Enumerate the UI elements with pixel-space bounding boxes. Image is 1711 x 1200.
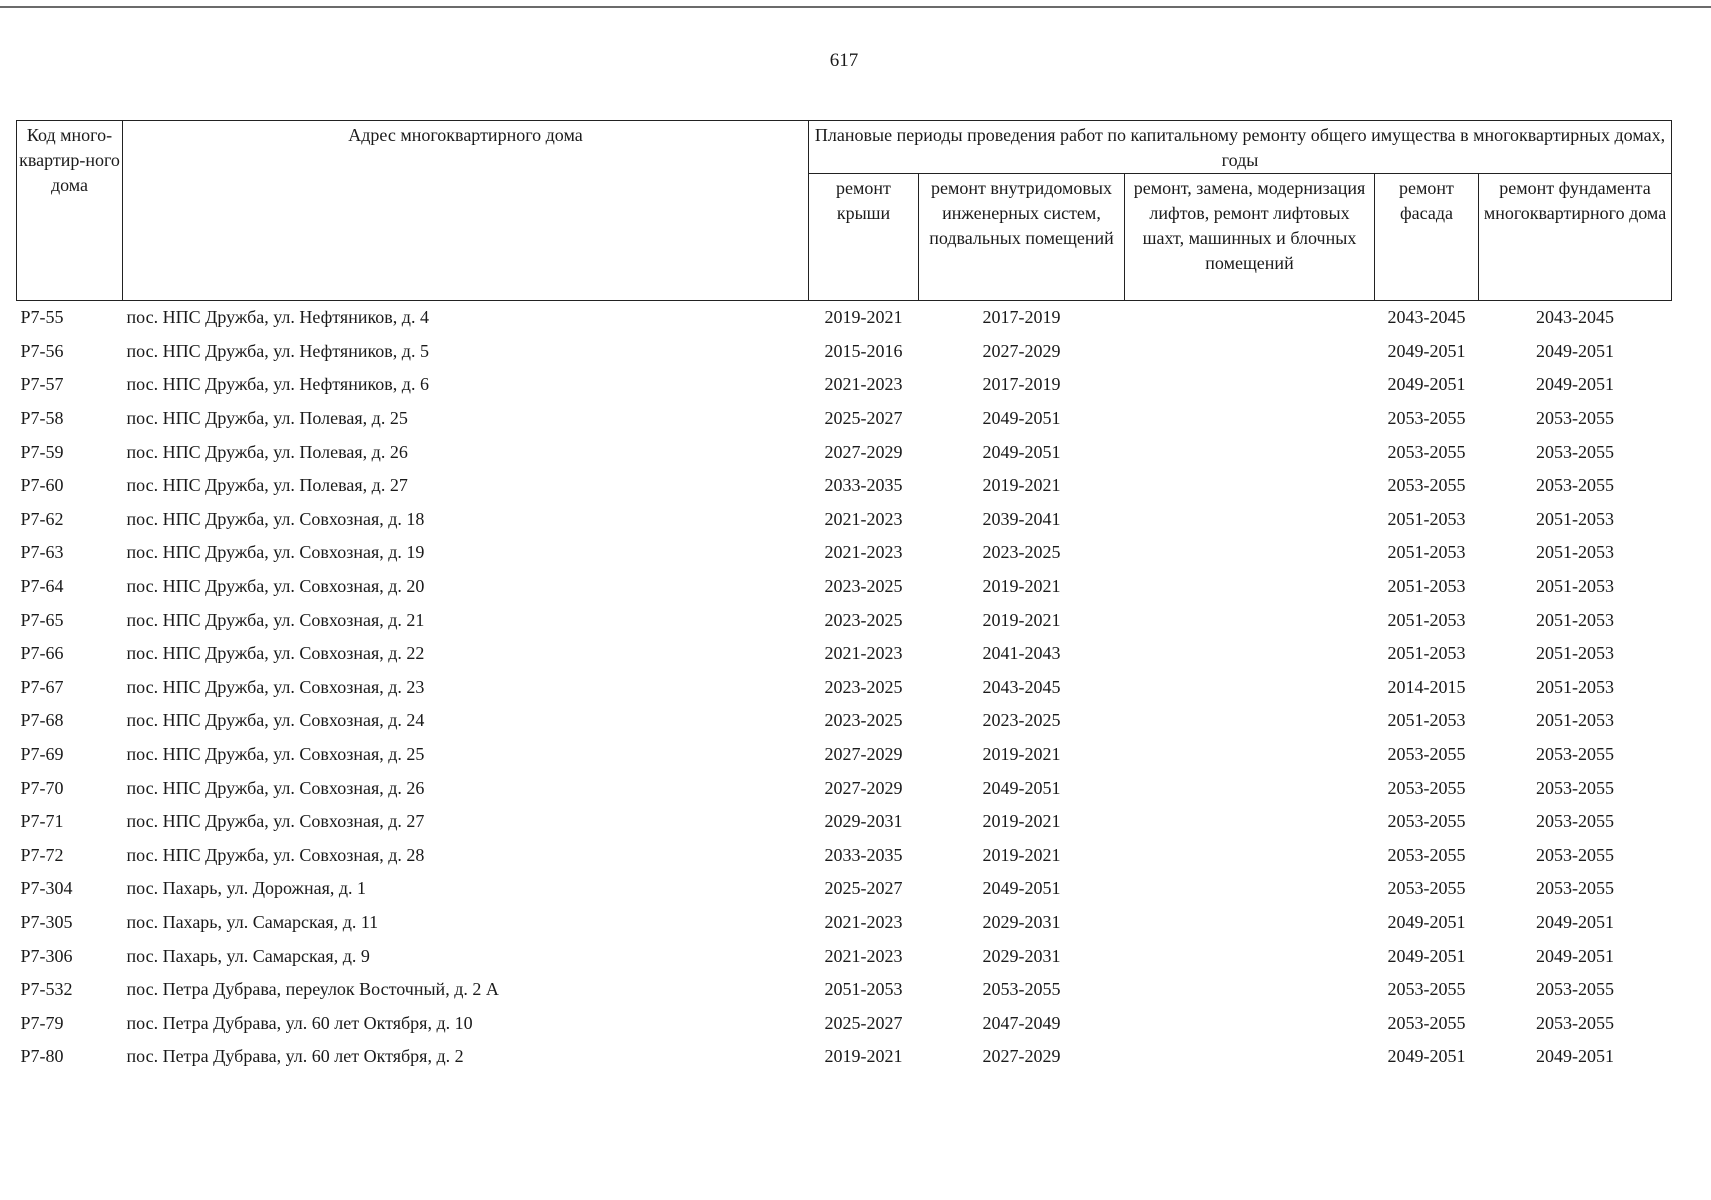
cell-facade: 2051-2053 <box>1387 643 1466 664</box>
cell-lifts <box>1125 805 1375 839</box>
table-row <box>17 570 1672 604</box>
cell-address: пос. НПС Дружба, ул. Нефтяников, д. 6 <box>126 374 429 395</box>
table-row <box>17 402 1672 436</box>
cell-foundation: 2053-2055 <box>1536 744 1614 765</box>
cell-address: пос. Петра Дубрава, переулок Восточный, д. 2 А <box>126 979 499 1000</box>
cell-facade: 2051-2053 <box>1387 609 1466 630</box>
cell-roof-repair: 2023-2025 <box>824 710 903 731</box>
cell-address: пос. НПС Дружба, ул. Нефтяников, д. 5 <box>126 340 429 361</box>
cell-engineering-systems: 2019-2021 <box>982 609 1061 630</box>
cell-foundation: 2051-2053 <box>1536 710 1614 731</box>
cell-house-code: Р7-56 <box>20 340 64 361</box>
cell-house-code: Р7-67 <box>20 676 64 697</box>
cell-foundation: 2043-2045 <box>1536 307 1614 328</box>
cell-engineering-systems: 2027-2029 <box>982 1046 1061 1067</box>
cell-facade: 2051-2053 <box>1387 508 1466 529</box>
cell-engineering-systems: 2049-2051 <box>982 408 1061 429</box>
header-code: Код много-квартир-ного дома <box>17 121 123 301</box>
cell-lifts <box>1125 1006 1375 1040</box>
cell-lifts <box>1125 839 1375 873</box>
cell-address: пос. НПС Дружба, ул. Совхозная, д. 28 <box>126 844 425 865</box>
cell-foundation: 2049-2051 <box>1536 911 1614 932</box>
header-lifts: ремонт, замена, модернизация лифтов, ремонт лифтовых шахт, машинных и блочных помещений <box>1125 174 1375 301</box>
cell-house-code: Р7-62 <box>20 508 64 529</box>
cell-engineering-systems: 2019-2021 <box>982 844 1061 865</box>
cell-lifts <box>1125 402 1375 436</box>
cell-roof-repair: 2027-2029 <box>824 777 903 798</box>
cell-address: пос. Петра Дубрава, ул. 60 лет Октября, д. 2 <box>126 1046 464 1067</box>
cell-address: пос. Пахарь, ул. Самарская, д. 11 <box>126 911 379 932</box>
cell-address: пос. Петра Дубрава, ул. 60 лет Октября, д. 10 <box>126 1012 473 1033</box>
cell-house-code: Р7-59 <box>20 441 64 462</box>
cell-address: пос. НПС Дружба, ул. Полевая, д. 26 <box>126 441 408 462</box>
cell-address: пос. НПС Дружба, ул. Совхозная, д. 21 <box>126 609 425 630</box>
cell-address: пос. НПС Дружба, ул. Совхозная, д. 27 <box>126 811 425 832</box>
cell-foundation: 2053-2055 <box>1536 441 1614 462</box>
cell-lifts <box>1125 536 1375 570</box>
cell-engineering-systems: 2029-2031 <box>982 911 1061 932</box>
cell-facade: 2053-2055 <box>1387 1012 1466 1033</box>
cell-address: пос. Пахарь, ул. Самарская, д. 9 <box>126 945 370 966</box>
table-row <box>17 839 1672 873</box>
cell-lifts <box>1125 469 1375 503</box>
table-row <box>17 771 1672 805</box>
cell-facade: 2053-2055 <box>1387 878 1466 899</box>
cell-facade: 2049-2051 <box>1387 340 1466 361</box>
table-row <box>17 503 1672 537</box>
cell-lifts <box>1125 872 1375 906</box>
cell-foundation: 2049-2051 <box>1536 1046 1614 1067</box>
table-row <box>17 536 1672 570</box>
table-row <box>17 671 1672 705</box>
cell-roof-repair: 2015-2016 <box>824 340 903 361</box>
table-row <box>17 872 1672 906</box>
cell-engineering-systems: 2039-2041 <box>982 508 1061 529</box>
cell-roof-repair: 2027-2029 <box>824 744 903 765</box>
cell-roof-repair: 2051-2053 <box>824 979 903 1000</box>
table-row <box>17 603 1672 637</box>
cell-foundation: 2051-2053 <box>1536 676 1614 697</box>
cell-engineering-systems: 2017-2019 <box>982 374 1061 395</box>
cell-house-code: Р7-55 <box>20 307 64 328</box>
table-row <box>17 301 1672 335</box>
cell-engineering-systems: 2053-2055 <box>982 979 1061 1000</box>
cell-lifts <box>1125 435 1375 469</box>
cell-roof-repair: 2023-2025 <box>824 576 903 597</box>
cell-house-code: Р7-532 <box>20 979 73 1000</box>
cell-foundation: 2051-2053 <box>1536 576 1614 597</box>
cell-address: пос. НПС Дружба, ул. Совхозная, д. 20 <box>126 576 425 597</box>
cell-house-code: Р7-64 <box>20 576 64 597</box>
cell-engineering-systems: 2023-2025 <box>982 710 1061 731</box>
cell-house-code: Р7-57 <box>20 374 64 395</box>
cell-lifts <box>1125 503 1375 537</box>
table-row <box>17 1040 1672 1074</box>
cell-engineering-systems: 2041-2043 <box>982 643 1061 664</box>
capital-repair-plan-table <box>16 120 1672 1074</box>
cell-engineering-systems: 2049-2051 <box>982 777 1061 798</box>
cell-engineering-systems: 2029-2031 <box>982 945 1061 966</box>
cell-roof-repair: 2021-2023 <box>824 374 903 395</box>
cell-lifts <box>1125 603 1375 637</box>
cell-lifts <box>1125 368 1375 402</box>
cell-facade: 2053-2055 <box>1387 744 1466 765</box>
table-row <box>17 973 1672 1007</box>
cell-address: пос. НПС Дружба, ул. Совхозная, д. 19 <box>126 542 425 563</box>
cell-roof-repair: 2021-2023 <box>824 911 903 932</box>
cell-foundation: 2053-2055 <box>1536 408 1614 429</box>
cell-house-code: Р7-63 <box>20 542 64 563</box>
table-header <box>17 121 1672 301</box>
cell-roof-repair: 2025-2027 <box>824 1012 903 1033</box>
cell-foundation: 2053-2055 <box>1536 1012 1614 1033</box>
cell-foundation: 2053-2055 <box>1536 777 1614 798</box>
table-row <box>17 704 1672 738</box>
cell-lifts <box>1125 637 1375 671</box>
cell-facade: 2053-2055 <box>1387 441 1466 462</box>
cell-foundation: 2053-2055 <box>1536 979 1614 1000</box>
table-row <box>17 939 1672 973</box>
cell-facade: 2049-2051 <box>1387 911 1466 932</box>
cell-foundation: 2049-2051 <box>1536 340 1614 361</box>
cell-lifts <box>1125 738 1375 772</box>
cell-facade: 2049-2051 <box>1387 374 1466 395</box>
cell-roof-repair: 2023-2025 <box>824 676 903 697</box>
cell-lifts <box>1125 335 1375 369</box>
cell-roof-repair: 2021-2023 <box>824 643 903 664</box>
cell-house-code: Р7-70 <box>20 777 64 798</box>
cell-facade: 2051-2053 <box>1387 710 1466 731</box>
cell-lifts <box>1125 704 1375 738</box>
cell-address: пос. Пахарь, ул. Дорожная, д. 1 <box>126 878 367 899</box>
cell-engineering-systems: 2049-2051 <box>982 878 1061 899</box>
cell-lifts <box>1125 1040 1375 1074</box>
header-roof-repair: ремонт крыши <box>809 174 919 301</box>
header-facade: ремонт фасада <box>1375 174 1479 301</box>
cell-foundation: 2053-2055 <box>1536 878 1614 899</box>
cell-address: пос. НПС Дружба, ул. Совхозная, д. 22 <box>126 643 425 664</box>
header-planned-periods: Плановые периоды проведения работ по капитальному ремонту общего имущества в многоквартирных домах, годы <box>809 121 1672 174</box>
header-engineering-systems: ремонт внутридомовых инженерных систем, подвальных помещений <box>919 174 1125 301</box>
cell-lifts <box>1125 771 1375 805</box>
cell-facade: 2043-2045 <box>1387 307 1466 328</box>
cell-facade: 2051-2053 <box>1387 542 1466 563</box>
table-row <box>17 906 1672 940</box>
cell-facade: 2051-2053 <box>1387 576 1466 597</box>
table-row <box>17 335 1672 369</box>
cell-engineering-systems: 2023-2025 <box>982 542 1061 563</box>
cell-engineering-systems: 2019-2021 <box>982 811 1061 832</box>
cell-house-code: Р7-80 <box>20 1046 64 1067</box>
cell-address: пос. НПС Дружба, ул. Совхозная, д. 23 <box>126 676 425 697</box>
cell-foundation: 2051-2053 <box>1536 609 1614 630</box>
cell-house-code: Р7-304 <box>20 878 73 899</box>
cell-roof-repair: 2019-2021 <box>824 307 903 328</box>
cell-engineering-systems: 2019-2021 <box>982 576 1061 597</box>
cell-address: пос. НПС Дружба, ул. Совхозная, д. 24 <box>126 710 425 731</box>
table-row <box>17 435 1672 469</box>
cell-lifts <box>1125 570 1375 604</box>
cell-facade: 2053-2055 <box>1387 811 1466 832</box>
cell-foundation: 2051-2053 <box>1536 643 1614 664</box>
cell-engineering-systems: 2047-2049 <box>982 1012 1061 1033</box>
cell-house-code: Р7-69 <box>20 744 64 765</box>
cell-engineering-systems: 2019-2021 <box>982 475 1061 496</box>
cell-foundation: 2049-2051 <box>1536 374 1614 395</box>
cell-house-code: Р7-306 <box>20 945 73 966</box>
cell-lifts <box>1125 671 1375 705</box>
cell-engineering-systems: 2019-2021 <box>982 744 1061 765</box>
cell-roof-repair: 2021-2023 <box>824 508 903 529</box>
cell-roof-repair: 2029-2031 <box>824 811 903 832</box>
table-row <box>17 469 1672 503</box>
cell-roof-repair: 2021-2023 <box>824 945 903 966</box>
cell-roof-repair: 2023-2025 <box>824 609 903 630</box>
cell-house-code: Р7-71 <box>20 811 64 832</box>
table-row <box>17 637 1672 671</box>
cell-roof-repair: 2021-2023 <box>824 542 903 563</box>
cell-house-code: Р7-60 <box>20 475 64 496</box>
header-address: Адрес многоквартирного дома <box>123 121 809 301</box>
cell-address: пос. НПС Дружба, ул. Полевая, д. 25 <box>126 408 408 429</box>
cell-lifts <box>1125 939 1375 973</box>
page-number: 617 <box>829 50 859 71</box>
cell-lifts <box>1125 301 1375 335</box>
cell-facade: 2053-2055 <box>1387 844 1466 865</box>
cell-roof-repair: 2025-2027 <box>824 878 903 899</box>
cell-roof-repair: 2019-2021 <box>824 1046 903 1067</box>
cell-roof-repair: 2033-2035 <box>824 475 903 496</box>
cell-engineering-systems: 2027-2029 <box>982 340 1061 361</box>
cell-address: пос. НПС Дружба, ул. Совхозная, д. 18 <box>126 508 425 529</box>
table-body <box>17 301 1672 1074</box>
cell-house-code: Р7-58 <box>20 408 64 429</box>
cell-house-code: Р7-65 <box>20 609 64 630</box>
cell-lifts <box>1125 973 1375 1007</box>
cell-roof-repair: 2033-2035 <box>824 844 903 865</box>
cell-facade: 2053-2055 <box>1387 979 1466 1000</box>
cell-roof-repair: 2027-2029 <box>824 441 903 462</box>
scan-top-edge <box>0 0 1711 8</box>
cell-house-code: Р7-66 <box>20 643 64 664</box>
cell-engineering-systems: 2017-2019 <box>982 307 1061 328</box>
cell-facade: 2049-2051 <box>1387 945 1466 966</box>
table-row <box>17 1006 1672 1040</box>
cell-foundation: 2053-2055 <box>1536 475 1614 496</box>
cell-facade: 2053-2055 <box>1387 408 1466 429</box>
cell-address: пос. НПС Дружба, ул. Полевая, д. 27 <box>126 475 408 496</box>
header-foundation: ремонт фундамента многоквартирного дома <box>1479 174 1672 301</box>
cell-house-code: Р7-68 <box>20 710 64 731</box>
cell-address: пос. НПС Дружба, ул. Нефтяников, д. 4 <box>126 307 429 328</box>
cell-address: пос. НПС Дружба, ул. Совхозная, д. 26 <box>126 777 425 798</box>
cell-lifts <box>1125 906 1375 940</box>
cell-foundation: 2053-2055 <box>1536 844 1614 865</box>
cell-foundation: 2053-2055 <box>1536 811 1614 832</box>
cell-engineering-systems: 2043-2045 <box>982 676 1061 697</box>
table-row <box>17 368 1672 402</box>
cell-house-code: Р7-79 <box>20 1012 64 1033</box>
cell-foundation: 2051-2053 <box>1536 542 1614 563</box>
cell-house-code: Р7-305 <box>20 911 73 932</box>
cell-facade: 2053-2055 <box>1387 475 1466 496</box>
cell-facade: 2014-2015 <box>1387 676 1466 697</box>
table-row <box>17 805 1672 839</box>
cell-foundation: 2051-2053 <box>1536 508 1614 529</box>
cell-roof-repair: 2025-2027 <box>824 408 903 429</box>
table-row <box>17 738 1672 772</box>
cell-address: пос. НПС Дружба, ул. Совхозная, д. 25 <box>126 744 425 765</box>
cell-house-code: Р7-72 <box>20 844 64 865</box>
cell-foundation: 2049-2051 <box>1536 945 1614 966</box>
cell-facade: 2053-2055 <box>1387 777 1466 798</box>
cell-facade: 2049-2051 <box>1387 1046 1466 1067</box>
cell-engineering-systems: 2049-2051 <box>982 441 1061 462</box>
